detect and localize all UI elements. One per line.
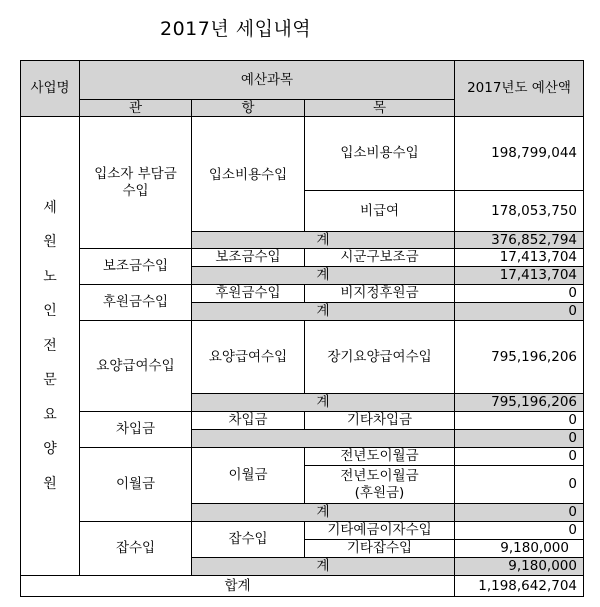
mok-cell: 전년도이월금 (후원금) <box>304 465 455 504</box>
hang-cell: 차입금 <box>191 411 305 430</box>
mok-cell: 기타차입금 <box>304 411 455 430</box>
business-char: 문 <box>43 372 57 389</box>
header-budget-amount: 2017년도 예산액 <box>454 60 584 117</box>
mok-cell: 기타예금이자수입 <box>304 521 455 540</box>
mok-cell: 비지정후원금 <box>304 284 455 303</box>
subtotal-label: 계 <box>191 393 455 412</box>
business-char: 요 <box>43 406 57 423</box>
subtotal-label: 계 <box>191 266 455 285</box>
amount-cell: 0 <box>454 284 584 303</box>
subtotal-amount: 9,180,000 <box>454 557 584 576</box>
subtotal-label: 계 <box>191 302 455 321</box>
amount-cell: 0 <box>454 521 584 540</box>
hang-cell: 요양급여수입 <box>191 320 305 394</box>
gwan-cell: 요양급여수입 <box>79 320 192 412</box>
amount-cell: 0 <box>454 465 584 504</box>
hang-cell: 후원금수입 <box>191 284 305 303</box>
subtotal-amount: 0 <box>454 503 584 522</box>
amount-cell: 17,413,704 <box>454 248 584 267</box>
amount-cell: 198,799,044 <box>454 116 584 191</box>
amount-cell: 0 <box>454 447 584 466</box>
business-char: 세 <box>43 199 57 216</box>
hang-cell: 보조금수입 <box>191 248 305 267</box>
gwan-cell: 입소자 부담금 수입 <box>79 116 192 249</box>
amount-cell: 178,053,750 <box>454 190 584 232</box>
mok-cell: 기타잡수입 <box>304 539 455 558</box>
business-char: 원 <box>43 475 57 492</box>
hang-cell: 잡수입 <box>191 521 305 558</box>
amount-cell: 795,196,206 <box>454 320 584 394</box>
header-mok: 목 <box>304 99 455 117</box>
subtotal-amount: 17,413,704 <box>454 266 584 285</box>
hang-cell: 이월금 <box>191 447 305 504</box>
hang-cell: 입소비용수입 <box>191 116 305 232</box>
header-budget-subject: 예산과목 <box>79 60 455 100</box>
total-label: 합계 <box>20 575 455 597</box>
total-amount: 1,198,642,704 <box>454 575 584 597</box>
business-char: 인 <box>43 303 57 320</box>
mok-cell: 입소비용수입 <box>304 116 455 191</box>
subtotal-label: 계 <box>191 503 455 522</box>
subtotal-amount: 0 <box>454 302 584 321</box>
mok-cell: 비급여 <box>304 190 455 232</box>
gwan-cell: 이월금 <box>79 447 192 522</box>
subtotal-label: 계 <box>191 557 455 576</box>
gwan-cell: 차입금 <box>79 411 192 448</box>
amount-cell: 0 <box>454 411 584 430</box>
mok-cell: 시군구보조금 <box>304 248 455 267</box>
subtotal-amount: 795,196,206 <box>454 393 584 412</box>
subtotal-blank <box>191 429 455 448</box>
business-name <box>20 116 80 576</box>
header-gwan: 관 <box>79 99 192 117</box>
mok-cell: 장기요양급여수입 <box>304 320 455 394</box>
mok-cell: 전년도이월금 <box>304 447 455 466</box>
business-char: 노 <box>43 268 57 285</box>
subtotal-amount: 376,852,794 <box>454 231 584 249</box>
subtotal-label: 계 <box>191 231 455 249</box>
gwan-cell: 잡수입 <box>79 521 192 576</box>
gwan-cell: 후원금수입 <box>79 284 192 321</box>
header-business-name: 사업명 <box>20 60 80 117</box>
amount-cell: 9,180,000 <box>454 539 584 558</box>
header-hang: 항 <box>191 99 305 117</box>
gwan-cell: 보조금수입 <box>79 248 192 285</box>
page-title: 2017년 세입내역 <box>160 18 312 40</box>
business-char: 전 <box>43 337 57 354</box>
business-char: 양 <box>43 441 57 458</box>
subtotal-amount: 0 <box>454 429 584 448</box>
business-char: 원 <box>43 234 57 251</box>
